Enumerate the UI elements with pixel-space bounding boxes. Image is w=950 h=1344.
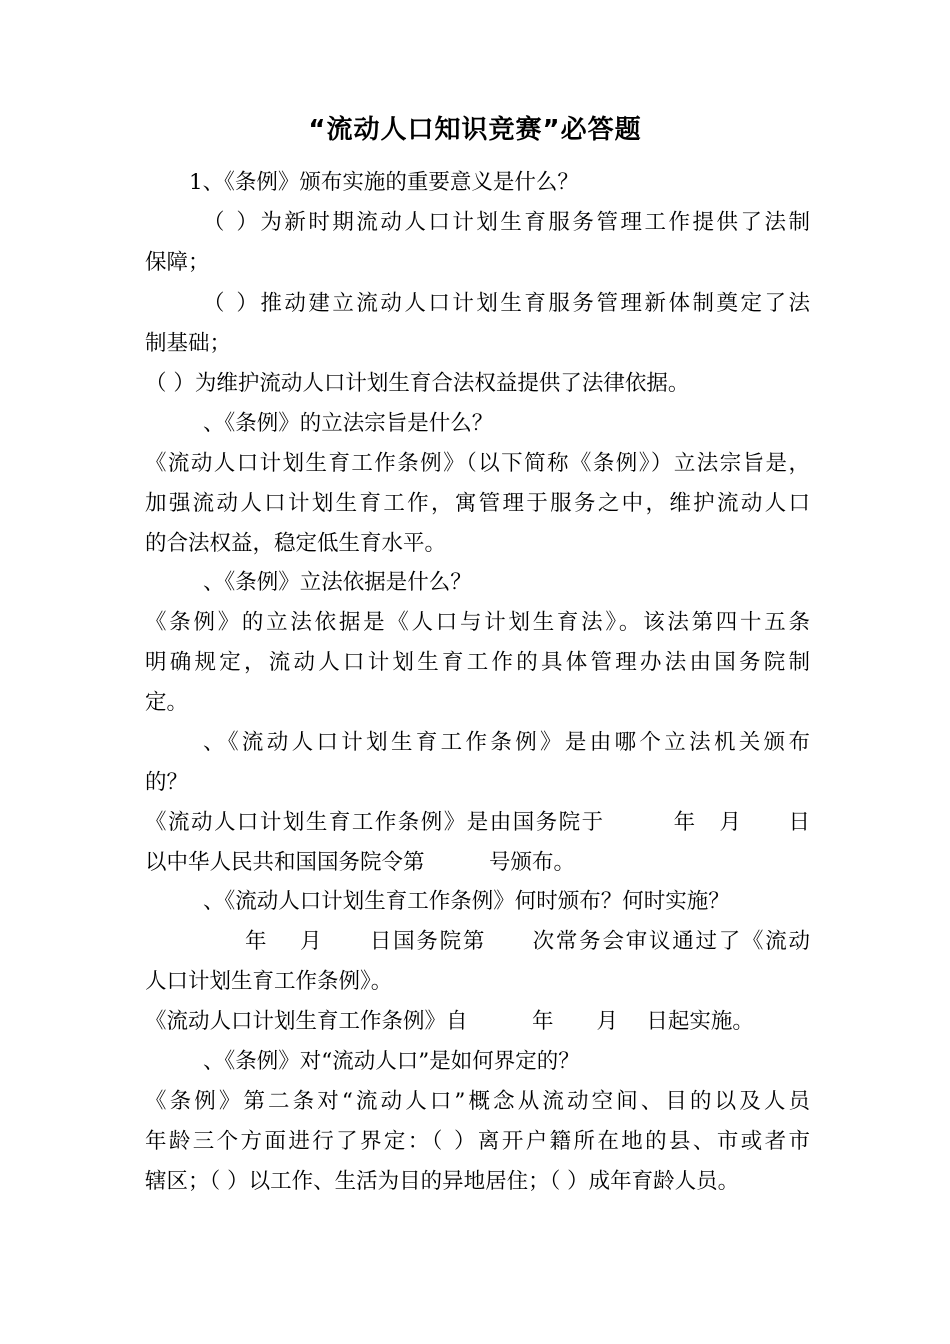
text-line: 以中华人民共和国国务院令第 号颁布。 [145,850,576,875]
question-3-heading: 、《条例》立法依据是什么？ [203,570,472,595]
answer-5 [145,922,810,1042]
answer-3 [145,603,810,723]
text-line: （ ）为维护流动人口计划生育合法权益提供了法律依据。 [145,371,690,396]
question-2-heading: 、《条例》的立法宗旨是什么？ [203,411,494,436]
question-4 [145,723,810,803]
text-line: 明确规定，流动人口计划生育工作的具体管理办法由国务院制 [145,650,810,675]
text-line: 保障； [145,250,210,275]
text-line: 的合法权益，稳定低生育水平。 [145,531,447,556]
question-4-heading: 、《流动人口计划生育工作条例》是由哪个立法机关颁布 [203,730,810,755]
question-3 [145,563,810,603]
text-line: 定。 [145,690,189,715]
text-line: 《流动人口计划生育工作条例》（以下简称《条例》）立法宗旨是， [145,451,810,476]
text-line: 人口计划生育工作条例》。 [145,969,393,994]
text-line: 《条例》第二条对“流动人口”概念从流动空间、目的以及人员 [145,1089,810,1114]
answer-4 [145,803,810,883]
question-1 [145,163,810,203]
text-line: 的？ [145,770,189,795]
text-line: 年 月 日国务院第 次常务会审议通过了《流动 [245,929,810,954]
answer-1-item-1 [145,203,810,283]
question-6-heading: 、《条例》对“流动人口”是如何界定的？ [203,1049,580,1074]
question-2 [145,404,810,444]
text-line: 《流动人口计划生育工作条例》是由国务院于 年 月 日 [145,810,810,835]
text-line: 《流动人口计划生育工作条例》自 年 月 日起实施。 [145,1009,754,1034]
text-line: （ ）推动建立流动人口计划生育服务管理新体制奠定了法 [203,291,810,316]
text-line: 制基础； [145,331,232,356]
text-line: （ ）为新时期流动人口计划生育服务管理工作提供了法制 [203,210,810,235]
answer-1-item-2 [145,284,810,364]
question-5 [145,882,810,922]
text-line: 辖区；（ ）以工作、生活为目的异地居住；（ ）成年育龄人员。 [145,1169,740,1194]
document-title: “流动人口知识竞赛”必答题 [308,115,642,145]
answer-1-item-3 [145,364,810,404]
text-line: 《条例》的立法依据是《人口与计划生育法》。该法第四十五条 [145,610,810,635]
question-1-heading: 1、《条例》颁布实施的重要意义是什么？ [189,170,579,195]
question-6 [145,1042,810,1082]
text-line: 年龄三个方面进行了界定：（ ）离开户籍所在地的县、市或者市 [145,1129,810,1154]
answer-2 [145,444,810,564]
text-line: 加强流动人口计划生育工作，寓管理于服务之中，维护流动人口 [145,491,810,516]
question-5-heading: 、《流动人口计划生育工作条例》何时颁布？何时实施？ [203,889,730,914]
answer-6 [145,1082,810,1202]
